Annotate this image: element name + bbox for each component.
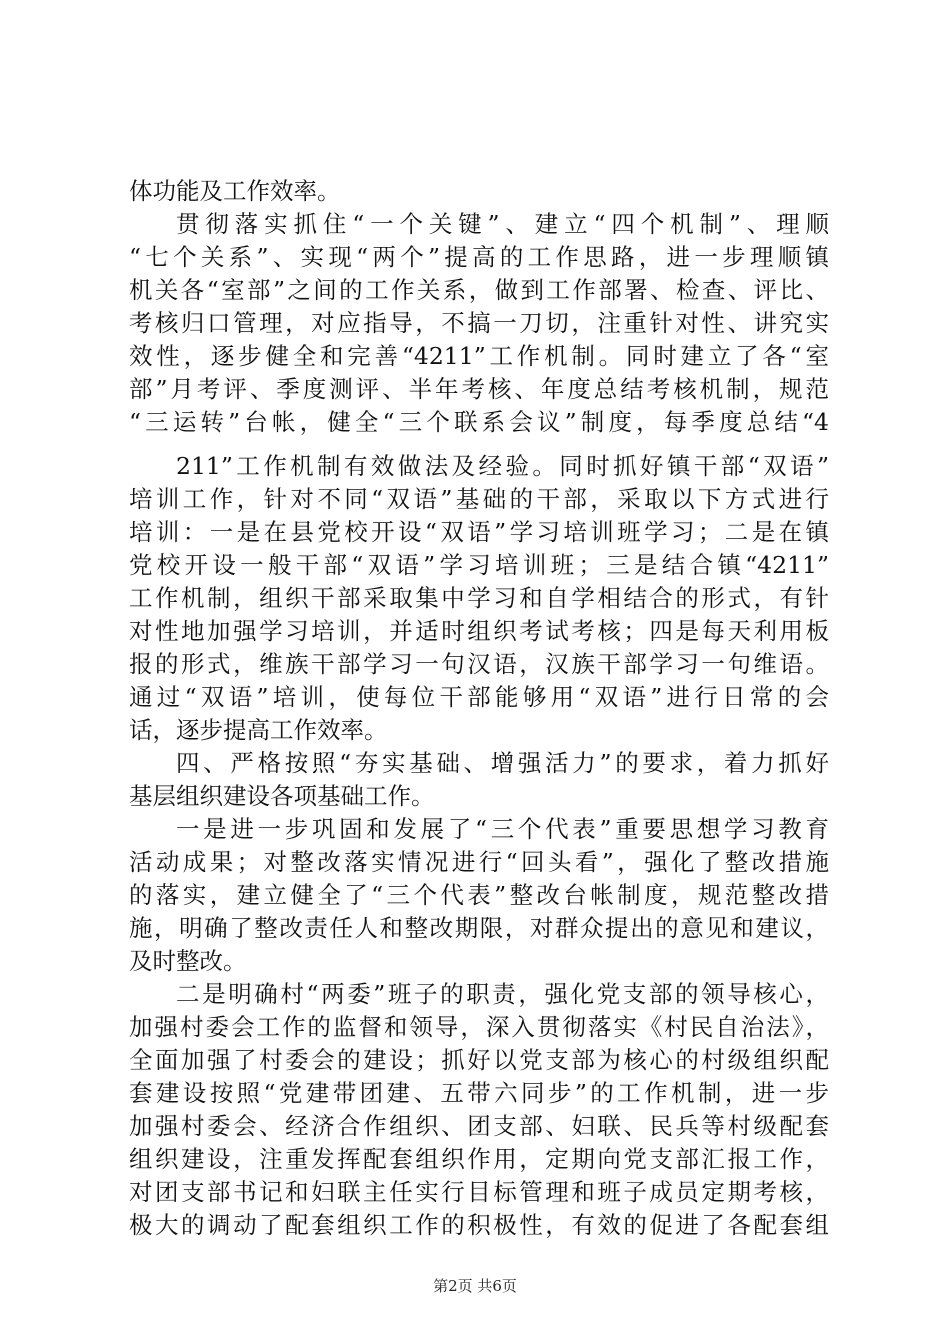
text-line: 党校开设一般干部“双语”学习培训班；三是结合镇“4211” bbox=[129, 551, 829, 579]
page-footer: 第2页 共6页 bbox=[433, 1277, 517, 1295]
text-line: 二是明确村“两委”班子的职责，强化党支部的领导核心， bbox=[176, 980, 829, 1008]
text-line: 加强村委会、经济合作组织、团支部、妇联、民兵等村级配套 bbox=[129, 1112, 829, 1140]
text-line: 通过“双语”培训，使每位干部能够用“双语”进行日常的会 bbox=[129, 683, 829, 711]
text-line: 工作机制，组织干部采取集中学习和自学相结合的形式，有针 bbox=[129, 584, 829, 612]
text-line: 全面加强了村委会的建设；抓好以党支部为核心的村级组织配 bbox=[129, 1046, 829, 1074]
text-line: 及时整改。 bbox=[129, 947, 247, 975]
text-line: 组织建设，注重发挥配套组织作用，定期向党支部汇报工作， bbox=[129, 1145, 829, 1173]
text-line: 套建设按照“党建带团建、五带六同步”的工作机制，进一步 bbox=[129, 1079, 829, 1107]
text-line: 施，明确了整改责任人和整改期限，对群众提出的意见和建议， bbox=[129, 914, 829, 942]
text-block-main bbox=[129, 450, 829, 1242]
text-line: 加强村委会工作的监督和领导，深入贯彻落实《村民自治法》， bbox=[129, 1013, 829, 1041]
text-line: 的落实，建立健全了“三个代表”整改台帐制度，规范整改措 bbox=[129, 881, 829, 909]
text-line: 一是进一步巩固和发展了“三个代表”重要思想学习教育 bbox=[176, 815, 829, 843]
text-line: 极大的调动了配套组织工作的积极性，有效的促进了各配套组 bbox=[129, 1211, 829, 1239]
text-line: 对性地加强学习培训，并适时组织考试考核；四是每天利用板 bbox=[129, 617, 829, 645]
text-line: “三运转”台帐，健全“三个联系会议”制度，每季度总结“4 bbox=[129, 408, 829, 436]
text-line: 机关各“室部”之间的工作关系，做到工作部署、检查、评比、 bbox=[129, 276, 829, 304]
text-line: 四、严格按照“夯实基础、增强活力”的要求，着力抓好 bbox=[176, 749, 829, 777]
text-line: 体功能及工作效率。 bbox=[129, 177, 341, 205]
text-line: 基层组织建设各项基础工作。 bbox=[129, 782, 435, 810]
text-line: “七个关系”、实现“两个”提高的工作思路，进一步理顺镇 bbox=[129, 243, 829, 271]
text-line: 部”月考评、季度测评、半年考核、年度总结考核机制，规范 bbox=[129, 375, 829, 403]
text-line: 效性，逐步健全和完善“4211”工作机制。同时建立了各“室 bbox=[129, 342, 829, 370]
text-line: 贯彻落实抓住“一个关键”、建立“四个机制”、理顺 bbox=[176, 210, 829, 238]
text-line: 211”工作机制有效做法及经验。同时抓好镇干部“双语” bbox=[176, 452, 829, 480]
text-line: 活动成果；对整改落实情况进行“回头看”，强化了整改措施 bbox=[129, 848, 829, 876]
text-line: 考核归口管理，对应指导，不搞一刀切，注重针对性、讲究实 bbox=[129, 309, 829, 337]
text-line: 报的形式，维族干部学习一句汉语，汉族干部学习一句维语。 bbox=[129, 650, 829, 678]
text-block-top bbox=[129, 175, 829, 439]
text-line: 对团支部书记和妇联主任实行目标管理和班子成员定期考核， bbox=[129, 1178, 829, 1206]
text-line: 话，逐步提高工作效率。 bbox=[129, 716, 388, 744]
text-line: 培训工作，针对不同“双语”基础的干部，采取以下方式进行 bbox=[129, 485, 829, 513]
text-line: 培训：一是在县党校开设“双语”学习培训班学习；二是在镇 bbox=[129, 518, 829, 546]
